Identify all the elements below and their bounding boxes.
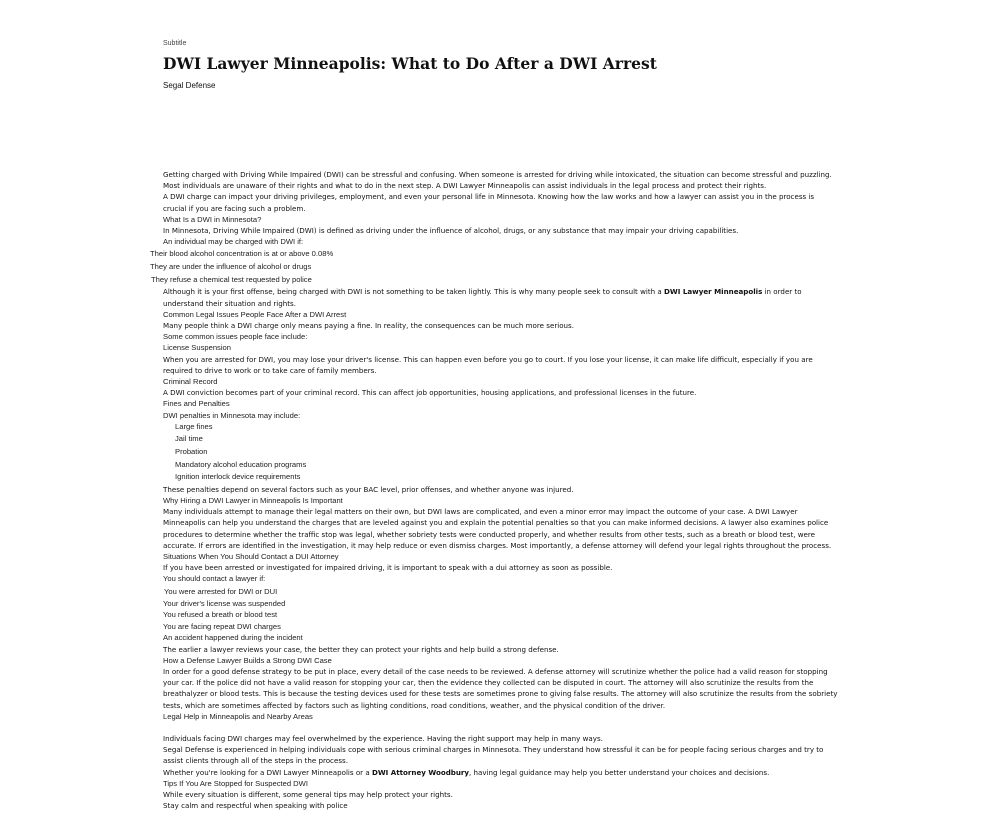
text-span: Although it is your first offense, being charged with DWI is not something to be taken lightly. This is why many people seek to consult with a — [163, 287, 665, 297]
paragraph: If you have been arrested or investigated for impaired driving, it is important to speak with a dui attorney as soon as possible. — [163, 563, 613, 573]
spacer — [0, 722, 1000, 733]
list-item: Mandatory alcohol education programs — [175, 459, 307, 469]
paragraph — [0, 286, 838, 308]
paragraph: The earlier a lawyer reviews your case, the better they can protect your rights and help build a strong defense. — [163, 644, 559, 654]
text-span: , having legal guidance may help you better understand your choices and decisions. — [469, 767, 770, 777]
section-heading: What Is a DWI in Minnesota? — [163, 214, 262, 224]
list-item: Their blood alcohol concentration is at or above 0.08% — [150, 249, 334, 259]
paragraph: An individual may be charged with DWI if: — [163, 237, 304, 247]
intro-paragraph: Getting charged with Driving While Impaired (DWI) can be stressful and confusing. When someone is arrested for driving while intoxicated, the situation can become stressful and puzzling. Most individuals are unaware of their rights and what to do in the next step. A DWI Lawyer Minneapolis can assist individuals in the legal process and protect their rights. — [163, 170, 832, 191]
section-heading: Common Legal Issues People Face After a DWI Arrest — [163, 309, 347, 319]
sub-heading: Fines and Penalties — [163, 399, 230, 409]
section-heading: How a Defense Lawyer Builds a Strong DWI Case — [163, 655, 332, 665]
paragraph: While every situation is different, some general tips may help protect your rights. — [163, 790, 453, 800]
paragraph: Some common issues people face include: — [163, 332, 308, 342]
article-subtitle: Subtitle — [163, 40, 187, 47]
paragraph: Individuals facing DWI charges may feel overwhelmed by the experience. Having the right support may help in many ways. — [163, 734, 603, 744]
section-heading: Situations When You Should Contact a DUI Attorney — [163, 552, 339, 562]
article-body — [0, 169, 1000, 812]
article-title: DWI Lawyer Minneapolis: What to Do After a DWI Arrest — [163, 54, 657, 73]
list-item: You refused a breath or blood test — [163, 610, 278, 620]
list-item: An accident happened during the incident — [163, 633, 303, 643]
article-author: Segal Defense — [163, 81, 216, 90]
paragraph: DWI penalties in Minnesota may include: — [163, 410, 301, 420]
list-item: They refuse a chemical test requested by police — [151, 275, 312, 285]
paragraph: Many people think a DWI charge only means paying a fine. In reality, the consequences can be much more serious. — [163, 321, 575, 331]
section-heading: Tips If You Are Stopped for Suspected DWI — [163, 778, 308, 788]
list-item: You were arrested for DWI or DUI — [164, 586, 278, 596]
paragraph — [0, 767, 838, 778]
list-item: Large fines — [175, 421, 213, 431]
paragraph: In Minnesota, Driving While Impaired (DWI) is defined as driving under the influence of alcohol, drugs, or any substance that may impair your driving capabilities. — [163, 226, 739, 236]
list-item: Jail time — [175, 434, 203, 444]
keyword-bold: DWI Attorney Woodbury — [371, 767, 470, 777]
paragraph: You should contact a lawyer if: — [163, 574, 266, 584]
paragraph: Stay calm and respectful when speaking with police — [163, 801, 348, 811]
keyword-bold: DWI Lawyer Minneapolis — [664, 287, 763, 297]
list-item: Ignition interlock device requirements — [175, 472, 301, 482]
text-span: Whether you're looking for a DWI Lawyer Minneapolis or a — [163, 767, 372, 777]
section-heading: Why Hiring a DWI Lawyer in Minneapolis Is Important — [163, 496, 343, 506]
list-item: Probation — [175, 447, 208, 457]
list-item: They are under the influence of alcohol or drugs — [150, 262, 312, 272]
text-span: in order to understand their situation and rights. — [163, 287, 802, 308]
sub-heading: License Suspension — [163, 343, 231, 353]
paragraph: A DWI conviction becomes part of your criminal record. This can affect job opportunities, housing applications, and professional licenses in the future. — [163, 388, 697, 398]
section-heading: Legal Help in Minneapolis and Nearby Areas — [163, 711, 313, 721]
intro-paragraph: A DWI charge can impact your driving privileges, employment, and even your personal life in Minnesota. Knowing how the law works and how a lawyer can assist you in the process is crucial if you are facing such a problem. — [163, 192, 815, 213]
paragraph: These penalties depend on several factors such as your BAC level, prior offenses, and whether anyone was injured. — [163, 484, 574, 494]
list-item: You are facing repeat DWI charges — [163, 621, 281, 631]
paragraph: Segal Defense is experienced in helping individuals cope with serious criminal charges in Minnesota. They understand how stressful it can be for people facing serious charges and try to assist clients through all of the steps in the process. — [163, 745, 824, 766]
sub-heading: Criminal Record — [163, 377, 218, 387]
list-item: Your driver's license was suspended — [163, 598, 286, 608]
paragraph: When you are arrested for DWI, you may lose your driver's license. This can happen even before you go to court. If you lose your license, it can make life difficult, especially if you are required to drive to work or to take care of family members. — [163, 354, 813, 375]
paragraph: In order for a good defense strategy to be put in place, every detail of the case needs to be reviewed. A defense attorney will scrutinize whether the police had a valid reason for stopping your car. If the police did not have a valid reason for stopping your car, then the evidence they collected can be disputed in court. The attorney will also scrutinize the results from the breathalyzer or blood tests. This is because the testing devices used for these tests are sometimes prone to giving false results. The attorney will also scrutinize the results from the sobriety tests, which are sometimes affected by factors such as lighting conditions, road conditions, weather, and the physical condition of the driver. — [163, 667, 838, 710]
paragraph: Many individuals attempt to manage their legal matters on their own, but DWI laws are complicated, and even a minor error may impact the outcome of your case. A DWI Lawyer Minneapolis can help you understand the charges that are leveled against you and explain the potential penalties so that you can make informed decisions. A lawyer also examines police procedures to determine whether the traffic stop was legal, whether sobriety tests were conducted properly, and whether results from other tests, such as a breath or blood test, were accurate. If errors are identified in the investigation, it may help reduce or even dismiss charges. Most importantly, a defense attorney will defend your legal rights throughout the process. — [163, 507, 832, 550]
